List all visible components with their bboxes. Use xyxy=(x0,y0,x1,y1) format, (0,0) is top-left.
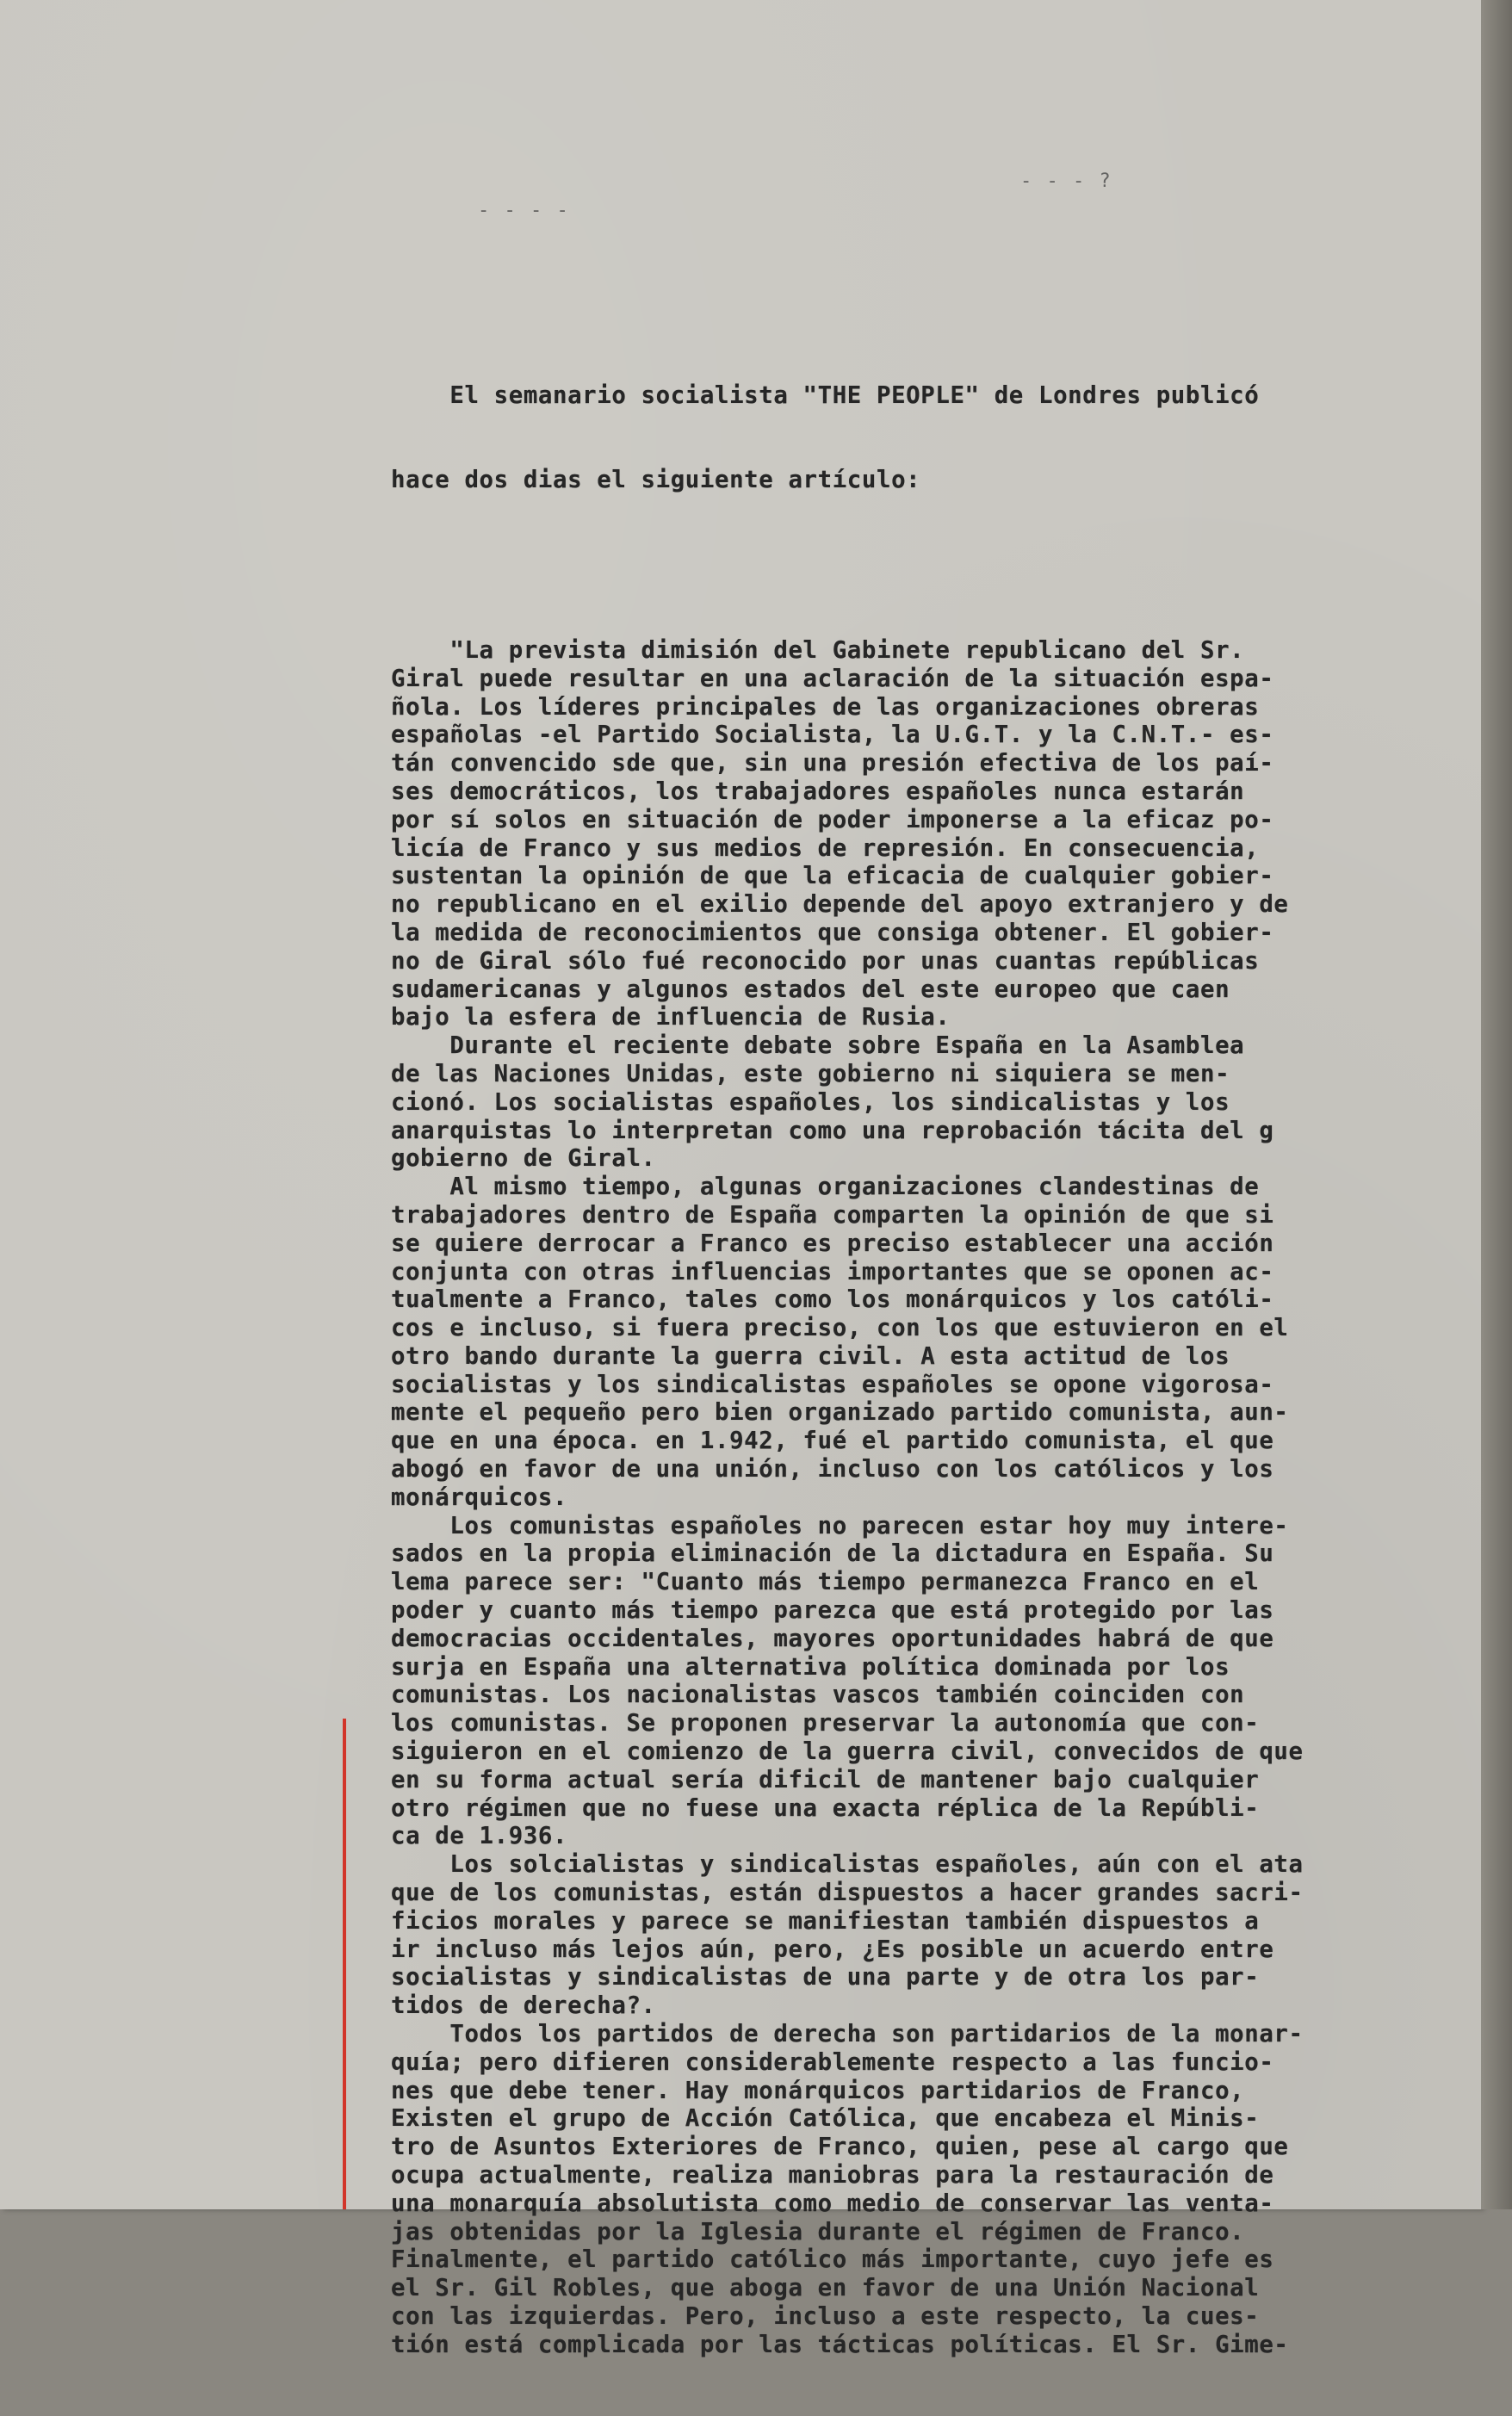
text-line: anarquistas lo interpretan como una reprobación tácita del g xyxy=(391,1117,1274,1144)
text-line: que en una época. en 1.942, fué el partido comunista, el que xyxy=(391,1428,1274,1455)
text-line: socialistas y los sindicalistas españoles se opone vigorosa- xyxy=(391,1371,1274,1398)
text-line: ses democráticos, los trabajadores españoles nunca estarán xyxy=(391,777,1245,805)
article-body xyxy=(391,637,1484,2360)
text-line: se quiere derrocar a Franco es preciso establecer una acción xyxy=(391,1230,1274,1257)
text-line: por sí solos en situación de poder imponerse a la eficaz po- xyxy=(391,806,1274,833)
text-line: siguieron en el comienzo de la guerra civil, convecidos de que xyxy=(391,1738,1304,1766)
text-line: hace dos dias el siguiente artículo: xyxy=(391,466,921,493)
text-line: mente el pequeño pero bien organizado partido comunista, aun- xyxy=(391,1399,1289,1427)
text-line: cos e incluso, si fuera preciso, con los que estuvieron en el xyxy=(391,1315,1289,1342)
text-line: quía; pero difieren considerablemente respecto a las funcio- xyxy=(391,2048,1274,2076)
top-right-mark: - - - ? xyxy=(1020,170,1112,192)
text-line: conjunta con otras influencias importantes que se oponen ac- xyxy=(391,1258,1274,1285)
text-line: no de Giral sólo fué reconocido por unas cuantas repúblicas xyxy=(391,947,1260,975)
red-margin-line xyxy=(343,1719,346,2209)
text-line: jas obtenidas por la Iglesia durante el régimen de Franco. xyxy=(391,2218,1245,2246)
text-line: ocupa actualmente, realiza maniobras para la restauración de xyxy=(391,2162,1274,2189)
text-line: Existen el grupo de Acción Católica, que encabeza el Minis- xyxy=(391,2105,1260,2133)
text-line: Finalmente, el partido católico más importante, cuyo jefe es xyxy=(391,2246,1274,2274)
text-line: poder y cuanto más tiempo parezca que está protegido por las xyxy=(391,1597,1274,1625)
text-line: sados en la propia eliminación de la dictadura en España. Su xyxy=(391,1540,1274,1568)
text-line: Al mismo tiempo, algunas organizaciones clandestinas de xyxy=(391,1174,1260,1201)
text-line: la medida de reconocimientos que consiga obtener. El gobier- xyxy=(391,919,1274,946)
text-line: una monarquía absolutista como medio de conservar las venta- xyxy=(391,2190,1274,2217)
text-line: Durante el reciente debate sobre España en la Asamblea xyxy=(391,1032,1245,1060)
text-line: bajo la esfera de influencia de Rusia. xyxy=(391,1004,951,1031)
text-line: nes que debe tener. Hay monárquicos partidarios de Franco, xyxy=(391,2077,1245,2104)
text-line: tidos de derecha?. xyxy=(391,1992,656,2020)
text-line: comunistas. Los nacionalistas vascos también coinciden con xyxy=(391,1682,1245,1709)
text-line: licía de Franco y sus medios de represión. En consecuencia, xyxy=(391,834,1260,862)
text-line: españolas -el Partido Socialista, la U.G.T. y la C.N.T.- es- xyxy=(391,722,1274,749)
text-line: sustentan la opinión de que la eficacia de cualquier gobier- xyxy=(391,863,1274,890)
text-line: tán convencido sde que, sin una presión efectiva de los paí- xyxy=(391,750,1274,777)
text-line: Los comunistas españoles no parecen estar hoy muy intere- xyxy=(391,1512,1289,1539)
text-line: socialistas y sindicalistas de una parte y de otra los par- xyxy=(391,1964,1260,1992)
text-line: los comunistas. Se proponen preservar la autonomía que con- xyxy=(391,1710,1260,1738)
text-line: que de los comunistas, están dispuestos a hacer grandes sacri- xyxy=(391,1880,1304,1907)
text-line: con las izquierdas. Pero, incluso a este respecto, la cues- xyxy=(391,2302,1260,2330)
top-left-mark: - - - - xyxy=(478,200,570,221)
text-line: democracias occidentales, mayores oportunidades habrá de que xyxy=(391,1625,1274,1652)
text-line: gobierno de Giral. xyxy=(391,1145,656,1173)
text-line: lema parece ser: "Cuanto más tiempo permanezca Franco en el xyxy=(391,1569,1260,1596)
text-line: "La prevista dimisión del Gabinete republicano del Sr. xyxy=(391,636,1245,664)
text-line: ficios morales y parece se manifiestan también dispuestos a xyxy=(391,1907,1260,1935)
text-line: surja en España una alternativa política dominada por los xyxy=(391,1653,1230,1681)
text-line: tión está complicada por las tácticas políticas. El Sr. Gime- xyxy=(391,2331,1289,2358)
text-line: monárquicos. xyxy=(391,1484,568,1511)
text-line: ir incluso más lejos aún, pero, ¿Es posible un acuerdo entre xyxy=(391,1936,1274,1963)
text-line: tualmente a Franco, tales como los monárquicos y los católi- xyxy=(391,1286,1274,1314)
text-line: Los solcialistas y sindicalistas españoles, aún con el ata xyxy=(391,1851,1304,1879)
text-line: otro régimen que no fuese una exacta réplica de la Repúbli- xyxy=(391,1794,1260,1822)
text-line: abogó en favor de una unión, incluso con los católicos y los xyxy=(391,1456,1274,1484)
text-line: otro bando durante la guerra civil. A esta actitud de los xyxy=(391,1342,1230,1370)
text-line: Giral puede resultar en una aclaración de la situación espa- xyxy=(391,665,1274,692)
text-line: trabajadores dentro de España comparten la opinión de que si xyxy=(391,1201,1274,1229)
text-line: sudamericanas y algunos estados del este europeo que caen xyxy=(391,976,1230,1003)
text-line: ca de 1.936. xyxy=(391,1823,568,1850)
text-line: no republicano en el exilio depende del apoyo extranjero y de xyxy=(391,891,1289,919)
page-edge-shadow xyxy=(1481,0,1512,2209)
text-line: El semanario socialista "THE PEOPLE" de Londres publicó xyxy=(391,381,1260,409)
text-line: tro de Asuntos Exteriores de Franco, quien, pese al cargo que xyxy=(391,2134,1289,2161)
text-line: el Sr. Gil Robles, que aboga en favor de una Unión Nacional xyxy=(391,2275,1260,2302)
text-line: cionó. Los socialistas españoles, los sindicalistas y los xyxy=(391,1088,1230,1116)
text-line: en su forma actual sería dificil de mantener bajo cualquier xyxy=(391,1766,1260,1793)
typed-text xyxy=(391,325,1484,2416)
text-line: de las Naciones Unidas, este gobierno ni siquiera se men- xyxy=(391,1060,1230,1087)
text-line: Todos los partidos de derecha son partidarios de la monar- xyxy=(391,2021,1304,2048)
text-line: ñola. Los líderes principales de las organizaciones obreras xyxy=(391,693,1260,721)
